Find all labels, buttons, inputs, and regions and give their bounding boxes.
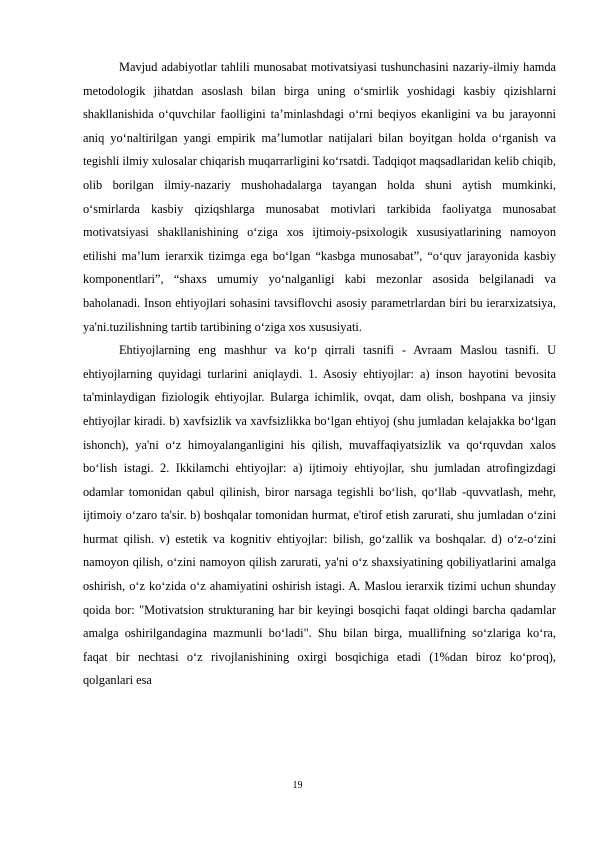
page-number: 19 [292, 780, 303, 791]
body-text [83, 56, 556, 693]
paragraph-motivation-analysis: Mavjud adabiyotlar tahlili munosabat motivatsiyasi tushunchasini nazariy-ilmiy hamda metodologik jihatdan asoslash bilan birga uning o‘smirlik yoshidagi kasbiy qizishlarni shakllanishida o‘quvchilar faolligini ta’minlashdagi o‘rni beqiyos ekanligini va bu jarayonni aniq yo‘naltirilgan yangi empirik ma’lumotlar natijalari bilan boyitgan holda o‘rganish va tegishli ilmiy xulosalar chiqarish muqarrarligini ko‘rsatdi. Tadqiqot maqsadlaridan kelib chiqib, olib borilgan ilmiy-nazariy mushohadalarga tayangan holda shuni aytish mumkinki, o‘smirlarda kasbiy qiziqshlarga munosabat motivlari tarkibida faoliyatga munosabat motivatsiyasi shakllanishining o‘ziga xos ijtimoiy-psixologik xususiyatlarining namoyon etilishi ma’lum ierarxik tizimga ega bo‘lgan “kasbga munosabat”, “o‘quv jarayonida kasbiy komponentlari”, “shaxs umumiy yo‘nalganligi kabi mezonlar asosida belgilanadi va baholanadi. Inson ehtiyojlari sohasini tavsiflovchi asosiy parametrlardan biri bu ierarxizatsiya, ya'ni.tuzilishning tartib tartibining o‘ziga xos xususiyati. [83, 60, 557, 334]
paragraph-maslow-needs: Ehtiyojlarning eng mashhur va ko‘p qirrali tasnifi - Avraam Maslou tasnifi. U ehtiyojlarning quyidagi turlarini aniqlaydi. 1. Asosiy ehtiyojlar: a) inson hayotini bevosita ta'minlaydigan fiziologik ehtiyojlar. Bularga ichimlik, ovqat, dam olish, boshpana va jinsiy ehtiyojlar kiradi. b) xavfsizlik va xavfsizlikka bo‘lgan ehtiyoj (shu jumladan kelajakka bo‘lgan ishonch), ya'ni o‘z himoyalanganligini his qilish, muvaffaqiyatsizlik va qo‘rquvdan xalos bo‘lish istagi. 2. Ikkilamchi ehtiyojlar: a) ijtimoiy ehtiyojlar, shu jumladan atrofingizdagi odamlar tomonidan qabul qilinish, biror narsaga tegishli bo‘lish, qo‘llab -quvvatlash, mehr, ijtimoiy o‘zaro ta'sir. b) boshqalar tomonidan hurmat, e'tirof etish zarurati, shu jumladan o‘zini hurmat qilish. v) estetik va kognitiv ehtiyojlar: bilish, go‘zallik va boshqalar. d) o‘z-o‘zini namoyon qilish, o‘zini namoyon qilish zarurati, ya'ni o‘z shaxsiyatining qobiliyatlarini amalga oshirish, o‘z ko‘zida o‘z ahamiyatini oshirish istagi. A. Maslou ierarxik tizimi uchun shunday qoida bor: "Motivatsion strukturaning har bir keyingi bosqichi faqat oldingi barcha qadamlar amalga oshirilgandagina mazmunli bo‘ladi". Shu bilan birga, muallifning so‘zlariga ko‘ra, faqat bir nechtasi o‘z rivojlanishining oxirgi bosqichiga etadi (1%dan biroz ko‘proq), qolganlari esa [83, 343, 556, 688]
